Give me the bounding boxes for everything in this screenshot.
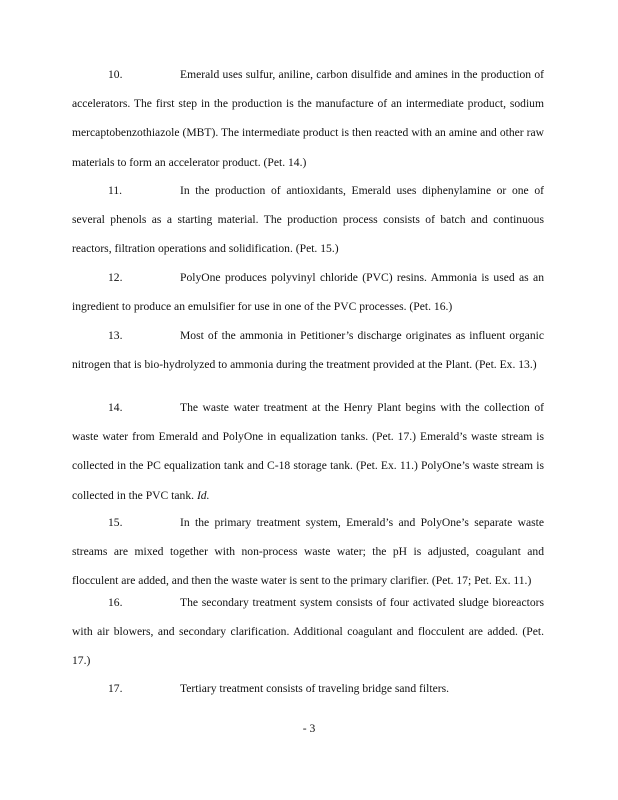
paragraph-number: 15. [108,516,123,529]
paragraph-text: The waste water treatment at the Henry Plant begins with the collection of waste water from Emerald and PolyOne in equalization tanks. (Pet. 17.) Emerald’s waste stream is collected in the PC equalization tank and C-18 storage tank. (Pet. Ex. 11.) PolyOne’s waste stream is collected in the PVC tank. [72,401,544,502]
paragraph-17 [72,674,544,703]
paragraph-number: 12. [108,271,123,284]
paragraph-text: Tertiary treatment consists of traveling bridge sand filters. [180,682,449,695]
paragraph-number: 14. [108,401,123,414]
paragraph-13 [72,321,544,379]
paragraph-text: PolyOne produces polyvinyl chloride (PVC) resins. Ammonia is used as an ingredient to produce an emulsifier for use in one of the PVC processes. (Pet. 16.) [72,271,544,314]
paragraph-15 [72,508,544,596]
paragraph-number: 17. [108,682,123,695]
paragraph-16 [72,588,544,676]
paragraph-text: The secondary treatment system consists of four activated sludge bioreactors with air blowers, and secondary clarification. Additional coagulant and flocculent are added. (Pet. 17.) [72,596,544,668]
paragraph-14 [72,393,544,510]
paragraph-number: 13. [108,329,123,342]
paragraph-10 [72,60,544,177]
paragraph-citation: Id. [196,488,210,502]
paragraph-number: 16. [108,596,123,609]
paragraph-12 [72,263,544,321]
page-number: 3 [309,722,316,735]
paragraph-text: Most of the ammonia in Petitioner’s discharge originates as influent organic nitrogen that is bio-hydrolyzed to ammonia during the treatment provided at the Plant. (Pet. Ex. 13.) [72,329,544,372]
paragraph-text: In the production of antioxidants, Emerald uses diphenylamine or one of several phenols as a starting material. The production process consists of batch and continuous reactors, filtration operations and solidification. (Pet. 15.) [72,184,544,256]
page-number-prefix: - [302,722,310,735]
paragraph-text: In the primary treatment system, Emerald’s and PolyOne’s separate waste streams are mixed together with non-process waste water; the pH is adjusted, coagulant and flocculent are added, and then the waste water is sent to the primary clarifier. (Pet. 17; Pet. Ex. 11.) [72,516,544,588]
paragraph-11 [72,176,544,264]
page-footer [0,722,618,735]
paragraph-text: Emerald uses sulfur, aniline, carbon disulfide and amines in the production of accelerators. The first step in the production is the manufacture of an intermediate product, sodium mercaptobenzothiazole (MBT). The intermediate product is then reacted with an amine and other raw materials to form an accelerator product. (Pet. 14.) [72,68,544,169]
paragraph-number: 11. [108,184,123,197]
paragraph-number: 10. [108,68,123,81]
